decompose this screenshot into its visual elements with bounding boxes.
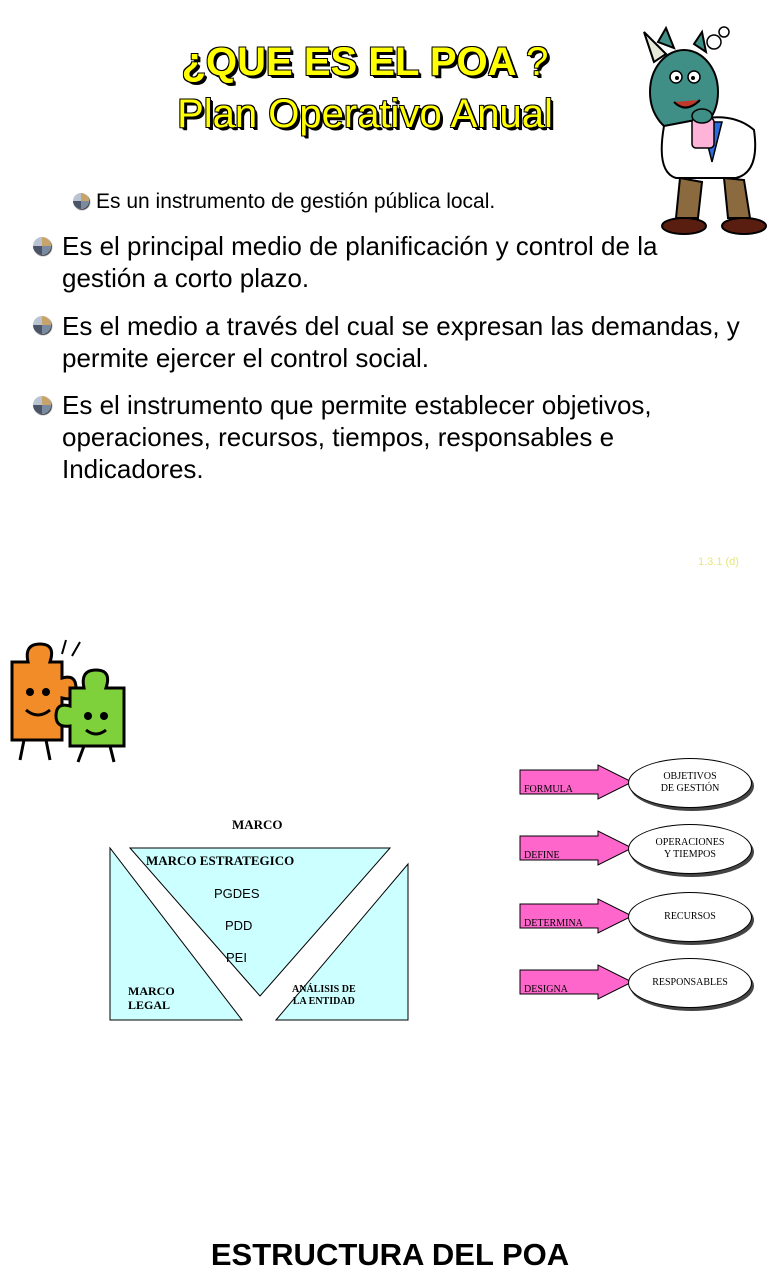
bullet-icon (33, 237, 51, 255)
flow-verb: DESIGNA (524, 984, 568, 995)
flow-result-ellipse (628, 824, 752, 874)
flow-result-ellipse (628, 958, 752, 1008)
flow-result-text: OPERACIONES (655, 837, 725, 848)
item-pei: PEI (226, 950, 247, 965)
page-number: 1.3.1 (d) (698, 556, 739, 568)
flow-result-ellipse (628, 758, 752, 808)
slide-poa-structure (0, 600, 768, 1272)
item-pdd: PDD (225, 918, 253, 933)
item-pgdes: PGDES (214, 886, 260, 901)
flow-result-text: RECURSOS (664, 911, 716, 922)
flow-verb: FORMULA (524, 784, 573, 795)
marco-label: MARCO (232, 817, 283, 832)
slide-title: ESTRUCTURA DEL POA (210, 1237, 570, 1272)
flow-result-text: OBJETIVOS (663, 771, 717, 782)
bullet-text: Es el medio a través del cual se expresan las demandas, y permite ejercer el control social. (62, 311, 740, 373)
flow-result-text: RESPONSABLES (652, 977, 728, 988)
flow-result-text: DE GESTIÓN (660, 783, 720, 794)
marco-estrategico-label: MARCO ESTRATEGICO (146, 853, 295, 868)
flow-result-text: Y TIEMPOS (664, 849, 716, 860)
analisis-entidad-label: ANÁLISIS DE LA ENTIDAD (292, 984, 356, 1007)
flow-verb: DEFINE (524, 850, 560, 861)
puzzle-pieces-icon (6, 636, 132, 766)
bullet-icon (33, 316, 51, 334)
flow-verb: DETERMINA (524, 918, 583, 929)
bullet-text: Es el principal medio de planificación y control de la gestión a corto plazo. (62, 231, 658, 293)
bullet-text: Es el instrumento que permite establecer objetivos, operaciones, recursos, tiempos, responsables e Indicadores. (62, 390, 652, 484)
slide-poa-definition (0, 0, 768, 600)
bullet-icon (73, 193, 89, 209)
bullet-text: Es un instrumento de gestión pública local. (96, 190, 496, 213)
slide-title-line2: Plan Operativo Anual (177, 92, 553, 136)
slide-title-line1: ¿QUE ES EL POA ? (181, 40, 549, 84)
bullet-icon (33, 396, 51, 414)
flow-result-ellipse (628, 892, 752, 942)
marco-legal-label: MARCO LEGAL (128, 984, 175, 1012)
